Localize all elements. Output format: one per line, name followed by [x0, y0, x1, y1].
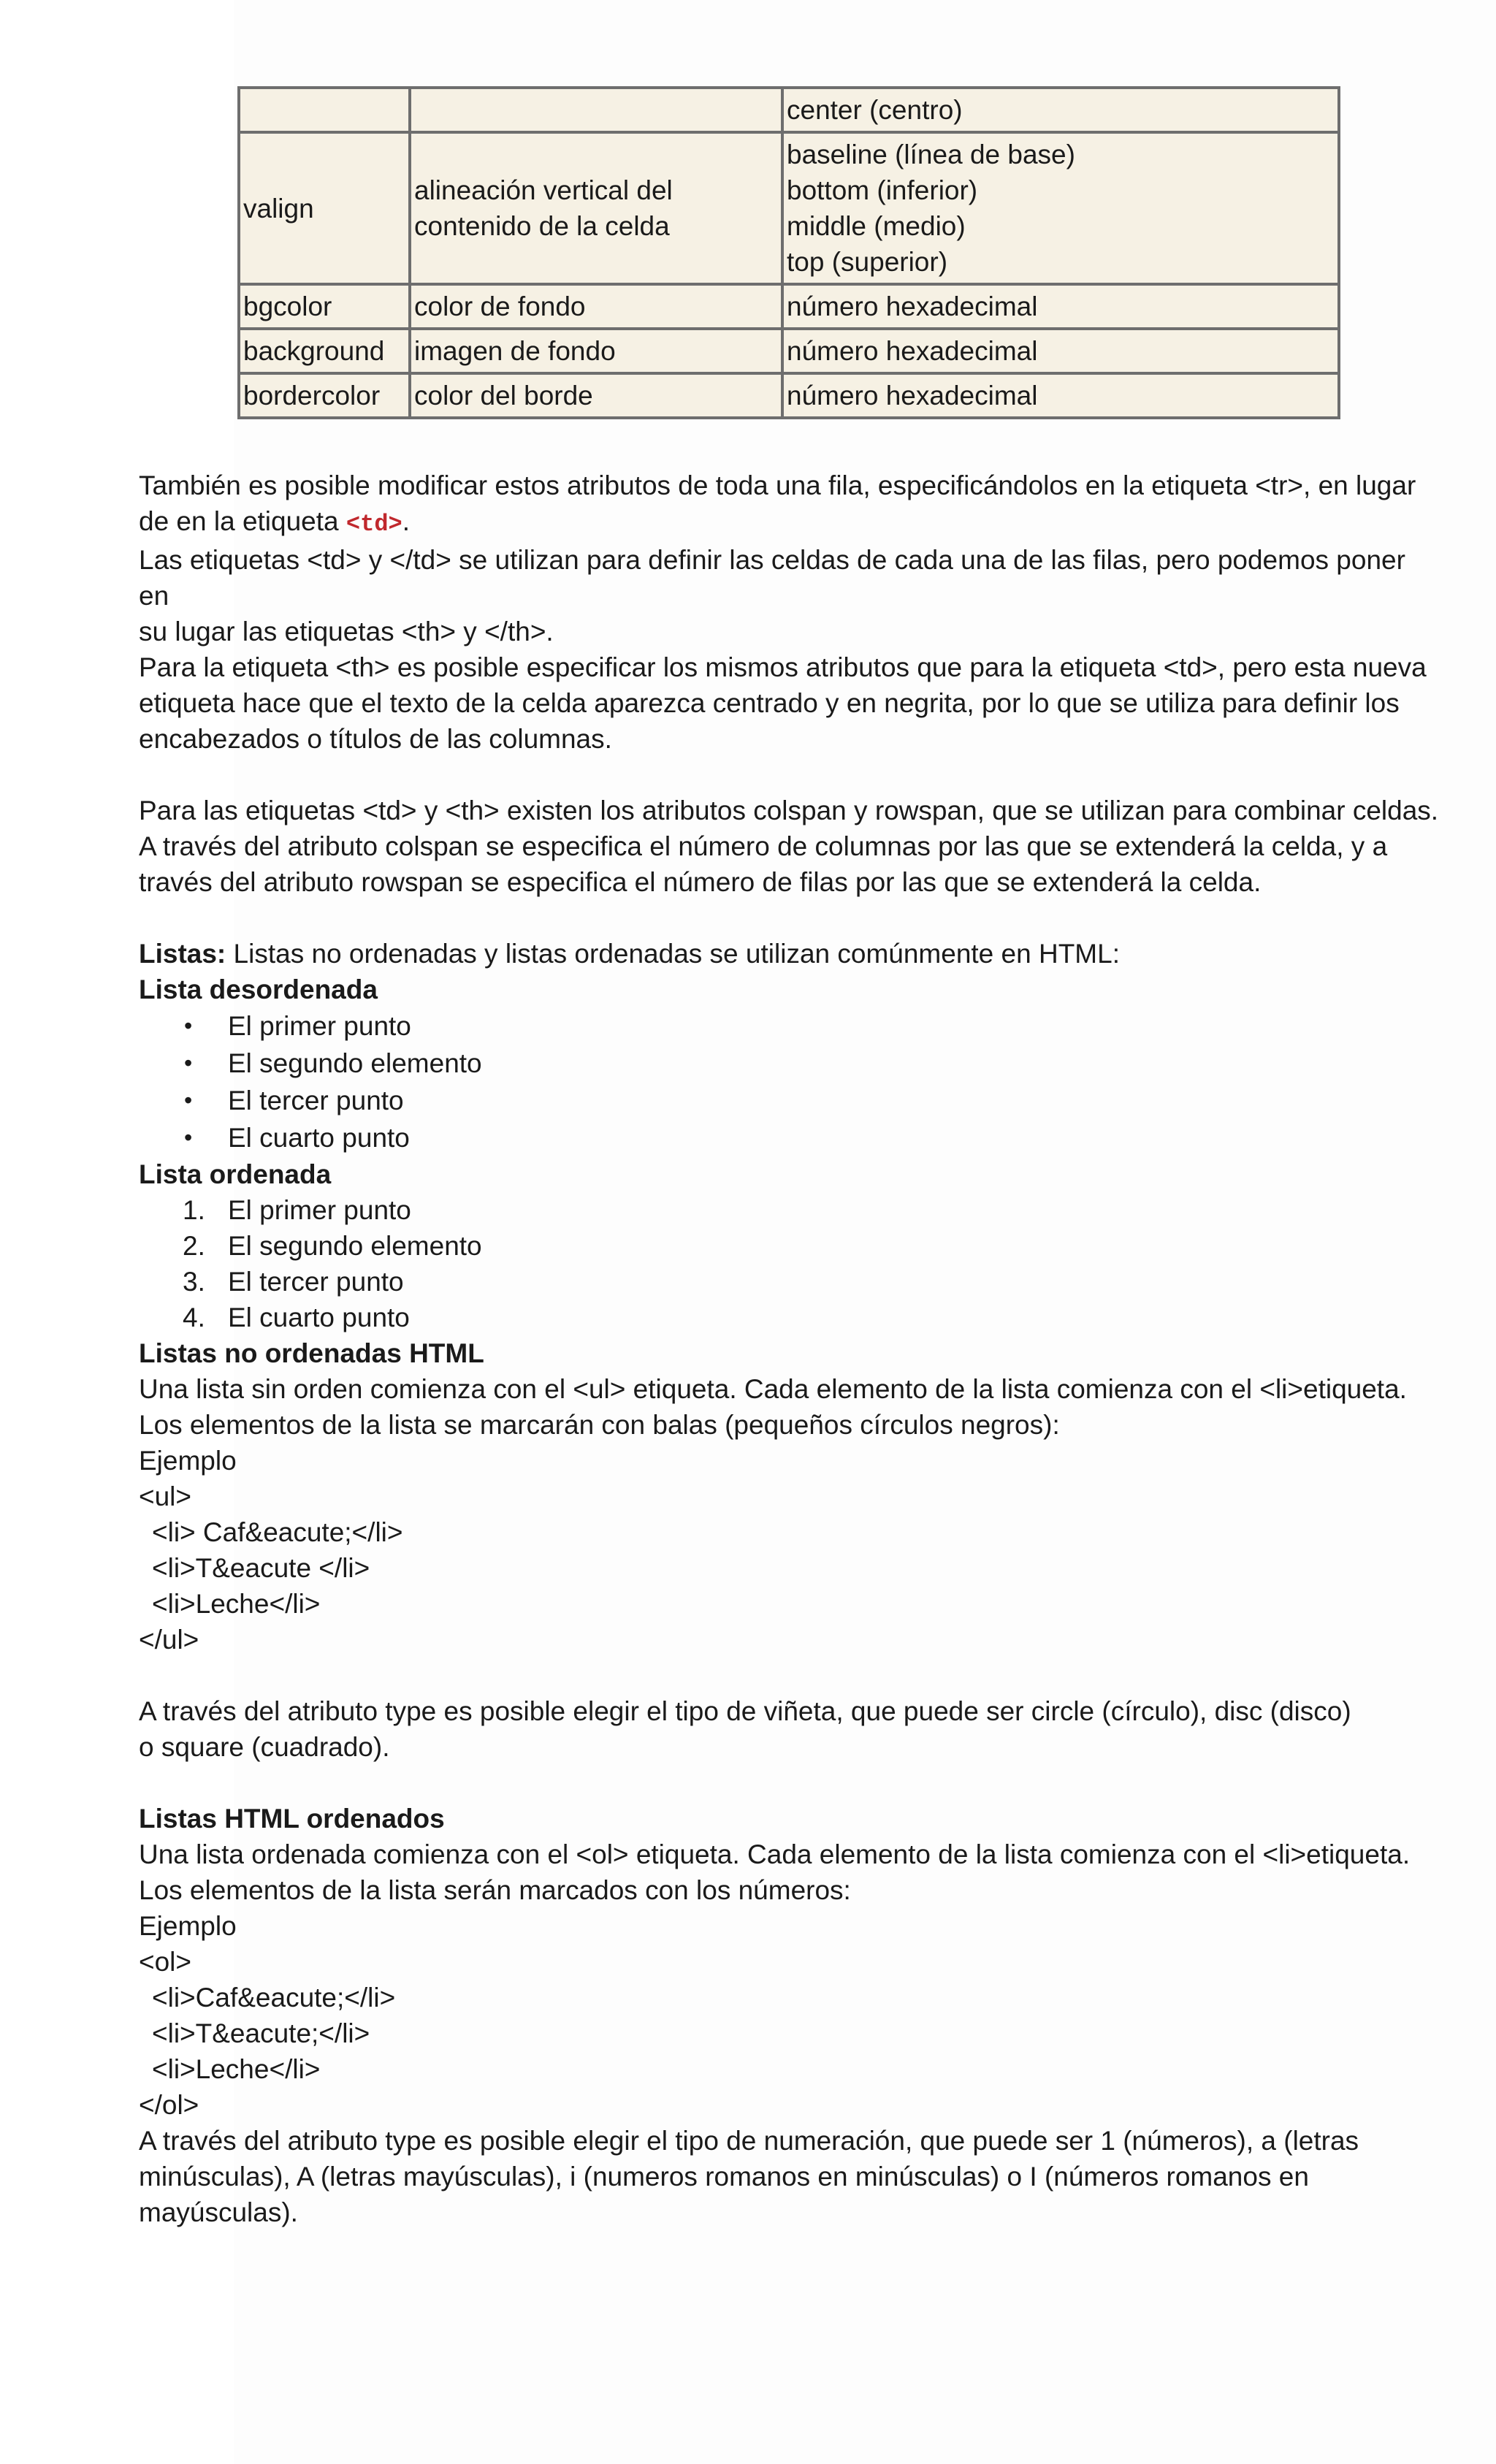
- table-cell-name: bordercolor: [239, 373, 410, 418]
- text-line: Los elementos de la lista serán marcados con los números:: [139, 1875, 851, 1905]
- list-item: 4. El cuarto punto: [139, 1300, 1439, 1335]
- lists-label: Listas:: [139, 939, 226, 969]
- table-cell-name: valign: [239, 132, 410, 284]
- list-item: • El cuarto punto: [139, 1119, 1439, 1156]
- list-item: • El primer punto: [139, 1007, 1439, 1045]
- table-cell-name: bgcolor: [239, 284, 410, 329]
- lists-intro: [139, 936, 1439, 972]
- text-line: También es posible modificar estos atributos de toda una fila, especificándolos en la etiqueta <tr>, en lugar: [139, 470, 1416, 500]
- text-line: Para las etiquetas <td> y <th> existen los atributos colspan y rowspan, que se utilizan para combinar celdas.: [139, 796, 1439, 825]
- table-desc-line: contenido de la celda: [414, 211, 670, 241]
- unordered-heading: Lista desordenada: [139, 974, 378, 1004]
- code-line: <ul>: [139, 1481, 192, 1511]
- code-line: <li> Caf&eacute;</li>: [152, 1517, 403, 1547]
- table-desc-line: alineación vertical del: [414, 175, 673, 205]
- table-value: número hexadecimal: [787, 336, 1038, 366]
- ordered-list: [139, 1192, 1439, 1335]
- table-cell-name: background: [239, 329, 410, 373]
- table-row: [239, 132, 1339, 284]
- body-text: [139, 468, 1439, 2230]
- text-line: A través del atributo colspan se especifica el número de columnas por las que se extenderá la celda, y a: [139, 831, 1388, 861]
- code-line: </ol>: [139, 2090, 199, 2120]
- table-row: [239, 284, 1339, 329]
- bullet-icon: •: [184, 1124, 193, 1151]
- text-line: .: [402, 506, 410, 536]
- text-line: Una lista ordenada comienza con el <ol> etiqueta. Cada elemento de la lista comienza con el <li>etiqueta.: [139, 1839, 1411, 1869]
- list-number: 4.: [183, 1302, 205, 1332]
- table-cell-desc: imagen de fondo: [410, 329, 782, 373]
- list-number: 1.: [183, 1195, 205, 1225]
- code-line: </ul>: [139, 1625, 199, 1655]
- table-cell-values: [782, 373, 1339, 418]
- ordered-heading: Lista ordenada: [139, 1159, 332, 1189]
- text-line: Listas no ordenadas y listas ordenadas se utilizan comúnmente en HTML:: [226, 939, 1120, 969]
- text-line: minúsculas), A (letras mayúsculas), i (numeros romanos en minúsculas) o I (números romanos en: [139, 2162, 1309, 2192]
- table-value: top (superior): [787, 247, 948, 277]
- text-line: A través del atributo type es posible elegir el tipo de numeración, que puede ser 1 (números), a (letras: [139, 2126, 1359, 2156]
- code-line: <li>T&eacute;</li>: [152, 2018, 370, 2048]
- text-line: su lugar las etiquetas <th> y </th>.: [139, 617, 554, 646]
- text-line: mayúsculas).: [139, 2197, 298, 2227]
- para-td-th: [139, 542, 1439, 649]
- text-line: encabezados o títulos de las columnas.: [139, 724, 612, 754]
- text-line: Ejemplo: [139, 1446, 237, 1476]
- table-cell-values: [782, 132, 1339, 284]
- list-item: 3. El tercer punto: [139, 1264, 1439, 1300]
- bullet-icon: •: [184, 1012, 193, 1039]
- list-item: • El segundo elemento: [139, 1045, 1439, 1082]
- para-row-attributes: [139, 468, 1439, 542]
- text-line: Las etiquetas <td> y </td> se utilizan para definir las celdas de cada una de las filas, pero podemos poner en: [139, 545, 1405, 611]
- unordered-list: [139, 1007, 1439, 1156]
- code-line: <ol>: [139, 1947, 192, 1977]
- code-line: <li>Leche</li>: [152, 1589, 321, 1619]
- ol-section-heading: Listas HTML ordenados: [139, 1804, 445, 1834]
- code-line: <li>Leche</li>: [152, 2054, 321, 2084]
- table-cell-values: [782, 88, 1339, 132]
- text-line: Ejemplo: [139, 1911, 237, 1941]
- list-item: 2. El segundo elemento: [139, 1228, 1439, 1264]
- table-cell-name: [239, 88, 410, 132]
- text-line: etiqueta hace que el texto de la celda aparezca centrado y en negrita, por lo que se utiliza para definir los: [139, 688, 1400, 718]
- table-row: [239, 88, 1339, 132]
- table-value: número hexadecimal: [787, 381, 1038, 411]
- ol-section-text: [139, 1836, 1439, 1944]
- code-line: <li>Caf&eacute;</li>: [152, 1983, 396, 2013]
- list-number: 2.: [183, 1231, 205, 1261]
- text-line: de en la etiqueta: [139, 506, 346, 536]
- ul-section-heading: Listas no ordenadas HTML: [139, 1338, 484, 1368]
- text-line: Para la etiqueta <th> es posible especificar los mismos atributos que para la etiqueta <td>, pero esta nueva: [139, 652, 1427, 682]
- table-value: center (centro): [787, 95, 963, 125]
- list-item: • El tercer punto: [139, 1082, 1439, 1119]
- text-line: Los elementos de la lista se marcarán con balas (pequeños círculos negros):: [139, 1410, 1060, 1440]
- table-value: número hexadecimal: [787, 291, 1038, 321]
- table-row: [239, 329, 1339, 373]
- para-colspan-rowspan: [139, 793, 1439, 900]
- para-th-attributes: [139, 649, 1439, 757]
- table-cell-values: [782, 329, 1339, 373]
- attributes-table: [237, 86, 1340, 419]
- ul-type-text: [139, 1693, 1439, 1765]
- list-item: 1. El primer punto: [139, 1192, 1439, 1228]
- text-line: o square (cuadrado).: [139, 1732, 390, 1762]
- code-line: <li>T&eacute </li>: [152, 1553, 370, 1583]
- table-row: [239, 373, 1339, 418]
- table-cell-desc: [410, 88, 782, 132]
- table-value: middle (medio): [787, 211, 966, 241]
- bullet-icon: •: [184, 1050, 193, 1076]
- table-cell-desc: color del borde: [410, 373, 782, 418]
- list-number: 3.: [183, 1267, 205, 1297]
- text-line: través del atributo rowspan se especifica el número de filas por las que se extenderá la celda.: [139, 867, 1262, 897]
- table-cell-values: [782, 284, 1339, 329]
- ol-code-example: [139, 1944, 1439, 2123]
- text-line: A través del atributo type es posible elegir el tipo de viñeta, que puede ser circle (círculo), disc (disco): [139, 1696, 1351, 1726]
- ul-section-text: [139, 1371, 1439, 1479]
- ol-type-text: [139, 2123, 1439, 2230]
- table-value: bottom (inferior): [787, 175, 978, 205]
- table-cell-desc: color de fondo: [410, 284, 782, 329]
- bullet-icon: •: [184, 1087, 193, 1113]
- ul-code-example: [139, 1479, 1439, 1658]
- text-line: Una lista sin orden comienza con el <ul> etiqueta. Cada elemento de la lista comienza con el <li>etiqueta.: [139, 1374, 1407, 1404]
- table-cell-desc: [410, 132, 782, 284]
- td-code-snippet: <td>: [346, 511, 402, 538]
- table-value: baseline (línea de base): [787, 140, 1075, 169]
